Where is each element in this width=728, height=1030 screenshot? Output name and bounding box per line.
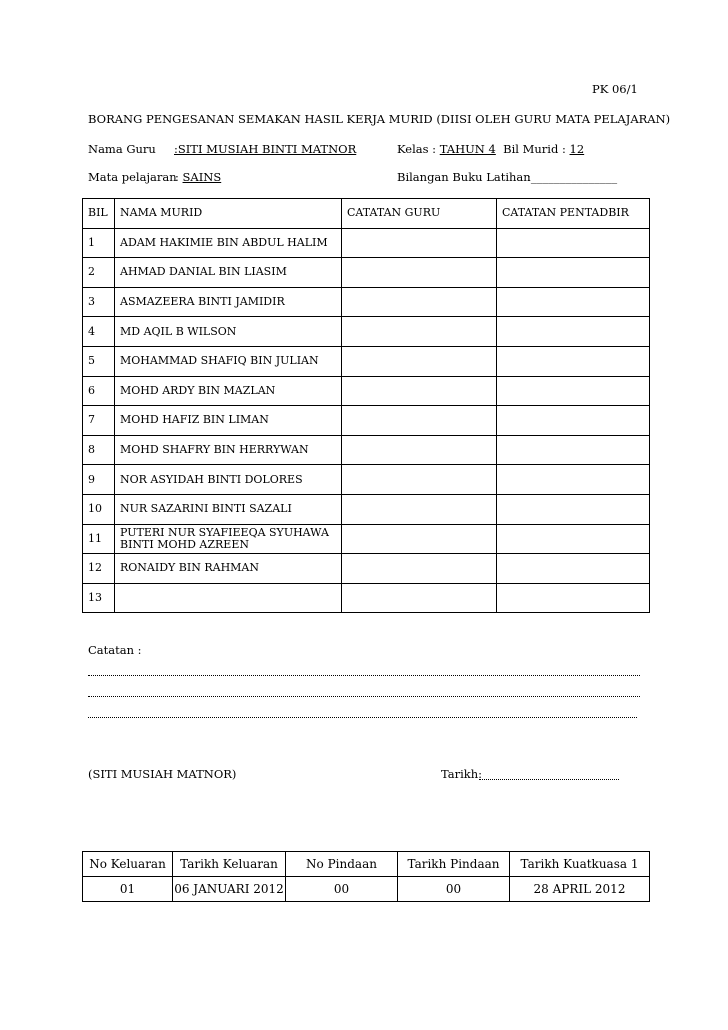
pupil-table	[82, 198, 650, 613]
class-info	[397, 142, 584, 156]
teacher-value: :SITI MUSIAH BINTI MATNOR	[174, 142, 357, 156]
col-header-admin-notes: CATATAN PENTADBIR	[497, 199, 650, 229]
pupil-name-line-1: PUTERI NUR SYAFIEEQA SYUHAWA	[120, 525, 329, 539]
table-row	[83, 376, 650, 406]
pupil-name: MOHD ARDY BIN MAZLAN	[115, 376, 342, 406]
table-row	[83, 465, 650, 495]
row-number: 9	[83, 465, 115, 495]
amendment-no-value: 00	[286, 877, 398, 902]
issue-no-value: 01	[83, 877, 173, 902]
row-number: 6	[83, 376, 115, 406]
teacher-note-cell[interactable]	[342, 494, 497, 524]
teacher-note-cell[interactable]	[342, 465, 497, 495]
table-header-row	[83, 199, 650, 229]
pupil-name: ASMAZEERA BINTI JAMIDIR	[115, 287, 342, 317]
row-number: 8	[83, 435, 115, 465]
row-number: 13	[83, 583, 115, 613]
amendment-date-value: 00	[398, 877, 510, 902]
signature-name: (SITI MUSIAH MATNOR)	[88, 767, 237, 781]
book-count-value: :_______________	[527, 170, 618, 184]
admin-note-cell[interactable]	[497, 494, 650, 524]
row-number: 3	[83, 287, 115, 317]
pupil-name: MOHAMMAD SHAFIQ BIN JULIAN	[115, 346, 342, 376]
teacher-note-cell[interactable]	[342, 317, 497, 347]
row-number: 4	[83, 317, 115, 347]
revision-table	[82, 851, 650, 902]
pupil-name: RONAIDY BIN RAHMAN	[115, 554, 342, 584]
table-row	[83, 228, 650, 258]
pupil-name: MOHD SHAFRY BIN HERRYWAN	[115, 435, 342, 465]
teacher-label: Nama Guru	[88, 142, 156, 156]
col-header-teacher-notes: CATATAN GURU	[342, 199, 497, 229]
col-header-bil: BIL	[83, 199, 115, 229]
pupil-name: NOR ASYIDAH BINTI DOLORES	[115, 465, 342, 495]
table-row	[83, 494, 650, 524]
pupil-name: ADAM HAKIMIE BIN ABDUL HALIM	[115, 228, 342, 258]
admin-note-cell[interactable]	[497, 317, 650, 347]
row-number: 12	[83, 554, 115, 584]
form-title: BORANG PENGESANAN SEMAKAN HASIL KERJA MURID (DIISI OLEH GURU MATA PELAJARAN)	[88, 112, 671, 126]
notes-label: Catatan :	[88, 643, 142, 657]
admin-note-cell[interactable]	[497, 287, 650, 317]
row-number: 11	[83, 524, 115, 554]
subject-label: Mata pelajaran	[88, 170, 177, 184]
table-row	[83, 258, 650, 288]
doc-code: PK 06/1	[592, 82, 638, 96]
admin-note-cell[interactable]	[497, 435, 650, 465]
teacher-note-cell[interactable]	[342, 258, 497, 288]
table-row	[83, 317, 650, 347]
book-count-label: Bilangan Buku Latihan	[397, 170, 531, 184]
table-row	[83, 554, 650, 584]
row-number: 5	[83, 346, 115, 376]
revision-header-row	[83, 852, 650, 877]
table-row	[83, 346, 650, 376]
effective-date-value: 28 APRIL 2012	[510, 877, 650, 902]
table-row	[83, 287, 650, 317]
teacher-note-cell[interactable]	[342, 287, 497, 317]
teacher-note-cell[interactable]	[342, 406, 497, 436]
col-header-name: NAMA MURID	[115, 199, 342, 229]
date-label: Tarikh:	[441, 767, 483, 781]
date-line[interactable]	[479, 779, 619, 780]
admin-note-cell[interactable]	[497, 406, 650, 436]
table-row	[83, 406, 650, 436]
row-number: 1	[83, 228, 115, 258]
subject-colon: :	[175, 170, 183, 184]
issue-date-header: Tarikh Keluaran	[173, 852, 286, 877]
subject-value: SAINS	[182, 170, 222, 184]
pupil-name	[115, 524, 342, 554]
class-label: Kelas :	[397, 142, 440, 156]
pupil-name-line-2: BINTI MOHD AZREEN	[120, 537, 249, 551]
teacher-note-cell[interactable]	[342, 346, 497, 376]
subject-info	[175, 170, 221, 184]
admin-note-cell[interactable]	[497, 228, 650, 258]
pupil-name: NUR SAZARINI BINTI SAZALI	[115, 494, 342, 524]
pupil-name: MOHD HAFIZ BIN LIMAN	[115, 406, 342, 436]
pupil-name: MD AQIL B WILSON	[115, 317, 342, 347]
issue-no-header: No Keluaran	[83, 852, 173, 877]
teacher-note-cell[interactable]	[342, 554, 497, 584]
admin-note-cell[interactable]	[497, 346, 650, 376]
notes-line-1[interactable]	[88, 675, 640, 676]
notes-line-3[interactable]	[88, 717, 637, 718]
row-number: 10	[83, 494, 115, 524]
row-number: 7	[83, 406, 115, 436]
teacher-note-cell[interactable]	[342, 583, 497, 613]
table-row	[83, 435, 650, 465]
table-row	[83, 583, 650, 613]
notes-line-2[interactable]	[88, 696, 640, 697]
pupil-name: AHMAD DANIAL BIN LIASIM	[115, 258, 342, 288]
admin-note-cell[interactable]	[497, 465, 650, 495]
revision-value-row	[83, 877, 650, 902]
amendment-date-header: Tarikh Pindaan	[398, 852, 510, 877]
row-number: 2	[83, 258, 115, 288]
admin-note-cell[interactable]	[497, 258, 650, 288]
admin-note-cell[interactable]	[497, 524, 650, 554]
teacher-note-cell[interactable]	[342, 228, 497, 258]
teacher-note-cell[interactable]	[342, 435, 497, 465]
amendment-no-header: No Pindaan	[286, 852, 398, 877]
admin-note-cell[interactable]	[497, 376, 650, 406]
pupil-count-value: 12	[569, 142, 585, 156]
issue-date-value: 06 JANUARI 2012	[173, 877, 286, 902]
class-value: TAHUN 4	[439, 142, 496, 156]
pupil-count-label: Bil Murid :	[503, 142, 570, 156]
admin-note-cell[interactable]	[497, 554, 650, 584]
table-row	[83, 524, 650, 554]
effective-date-header: Tarikh Kuatkuasa 1	[510, 852, 650, 877]
admin-note-cell[interactable]	[497, 583, 650, 613]
teacher-note-cell[interactable]	[342, 524, 497, 554]
teacher-note-cell[interactable]	[342, 376, 497, 406]
pupil-name[interactable]	[115, 583, 342, 613]
